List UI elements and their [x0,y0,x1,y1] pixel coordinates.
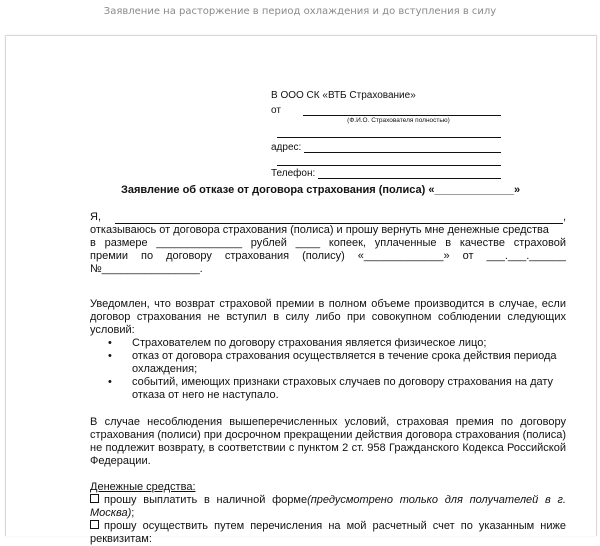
blank-line-1 [271,125,501,138]
intro-line-5: №________________. [90,263,203,275]
address-field[interactable] [304,142,501,153]
document-title: Заявление об отказе от договора страхования (полиса) «_____________» [121,184,521,196]
payment-option-cash: прошу выплатить в наличной форме(предусмотрено только для получателей в г. Москва); [90,494,566,519]
blank-field-2[interactable] [277,155,501,166]
conditions-list [90,337,566,402]
from-name-field[interactable] [303,105,501,116]
intro-line-4: премии по договору страхования (полису) «_____________» от ___.___.______ [90,250,566,262]
name-note: (Ф.И.О. Страхователя полностью) [347,117,450,124]
condition-item: • отказ от договора страхования осуществляется в течение срока действия периода охлаждения; [132,350,566,376]
i-label: Я, [90,211,101,223]
payment-option-transfer: прошу осуществить путем перечисления на мой расчетный счет по указанным ниже реквизитам: [90,520,566,545]
intro-line-3: в размере ______________ рублей ____ копеек, уплаченные в качестве страховой [90,237,566,249]
applicant-name-field[interactable] [115,213,563,224]
address-label: адрес: [271,142,302,153]
money-heading: Денежные средства: [90,481,196,493]
phone-field[interactable] [318,168,501,179]
condition-item: • событий, имеющих признаки страховых случаев по договору страхования на дату отказа от него не наступало. [132,376,566,402]
blank-line-2 [271,153,501,166]
addressee-block [271,90,501,179]
document-page [5,35,597,545]
intro-line-2: отказываюсь от договора страхования (полиса) и прошу вернуть мне денежные средства [90,224,549,236]
from-label: от [271,105,281,116]
cash-note: (предусмотрено только для получателей в г. Москва) [90,494,566,519]
noncompliance-paragraph: В случае несоблюдения вышеперечисленных условий, страховая премия по договору страхования (полиси) при досрочном прекращении действия договора страхования (полиса) не подлежит возврату, в соответствии с пунктом 2 ст. 958 Гражданского Кодекса Российской Федерации. [90,416,566,467]
notice-paragraph: Уведомлен, что возврат страховой премии в полном объеме производится в случае, если договор страхования не вступил в силу либо при совокупном соблюдении следующих условий: [90,298,566,336]
intro-line-1: Я, , [90,211,566,223]
document-caption: Заявление на расторжение в период охлаждения и до вступления в силу [103,6,497,17]
checkbox-cash[interactable] [90,494,99,503]
phone-label: Телефон: [271,168,316,179]
checkbox-transfer[interactable] [90,520,99,529]
phone-line [271,166,501,179]
condition-item: • Страхователем по договору страхования является физическое лицо; [132,337,566,350]
addressee-from-line [271,103,501,116]
document-body [90,211,566,546]
address-line [271,140,501,153]
addressee-to: В ООО СК «ВТБ Страхование» [271,90,416,101]
blank-field-1[interactable] [277,127,501,138]
